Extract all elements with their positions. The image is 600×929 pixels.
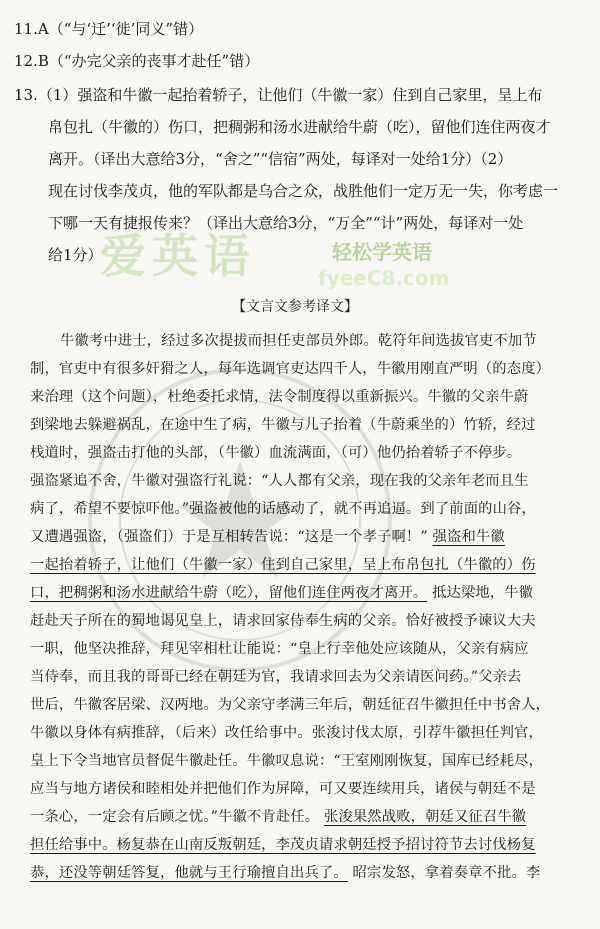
translation-line: 世后，牛徽客居梁、汉两地。为父亲守孝满三年后，朝廷征召牛徽担任中书舍人， — [30, 697, 551, 713]
answer-13-line-5: 下哪一天有捷报传来？（译出大意给3分，“万全”“计”两处，每译对一处 — [48, 214, 524, 232]
translation-line — [30, 523, 505, 551]
translation-line: 一职，他坚决推辞，拜见宰相杜让能说：“皇上行幸他处应该随从，父亲有病应 — [30, 641, 529, 657]
watermark-slogan: 轻松学英语 — [332, 240, 432, 264]
translation-line: 皇上下令当地官员督促牛徽赴任。牛徽叹息说：“王室刚刚恢复，国库已经耗尽， — [30, 753, 544, 769]
underlined-answer-text: 口，把稠粥和汤水进献给牛蔚（吃），留他们连住两夜才离开。 — [30, 585, 428, 601]
translation-text: 昭宗发怒，拿着奏章不批。李 — [352, 865, 541, 881]
underlined-answer-text: 张浚果然战败，朝廷又征召牛徽 — [323, 809, 527, 825]
section-heading: 【文言文参考译文】 — [232, 299, 358, 315]
translation-line: 制，官吏中有很多奸猾之人，每年选调官吏达四千人，牛徽用刚直严明（的态度） — [30, 361, 551, 377]
translation-line — [30, 859, 540, 887]
translation-text: 一条心，一定会有后顾之忧。”牛徽不肯赴任。 — [30, 809, 320, 825]
answer-12: 12.B（“办完父亲的丧事才赴任”错） — [14, 52, 260, 70]
answer-13-line-2: 帛包扎（牛徽的）伤口，把稠粥和汤水进献给牛蔚（吃），留他们连住两夜才 — [48, 118, 551, 136]
underlined-answer-text: 担任给事中。杨复恭在山南反叛朝廷，李茂贞请求朝廷授予招讨符节去讨伐杨复 — [30, 837, 536, 853]
translation-line: 牛徽以身体有病推辞，（后来）改任给事中。张浚讨伐太原，引荐牛徽担任判官， — [30, 725, 543, 741]
translation-line: 牛徽考中进士，经过多次提拔而担任吏部员外郎。乾符年间选拔官吏不加节 — [60, 333, 537, 349]
underlined-answer-text: 一起抬着轿子，让他们（牛徽一家）住到自己家里，呈上布帛包扎（牛徽的）伤 — [30, 557, 536, 573]
underlined-answer-text: 恭，还没等朝廷答复，他就与王行瑜擅自出兵了。 — [30, 865, 348, 881]
translation-line — [30, 579, 533, 607]
translation-line: 应当与地方诸侯和睦相处并把他们作为屏障，可又要连续用兵，诸侯与朝廷不是 — [30, 781, 536, 797]
translation-line — [30, 551, 536, 579]
answer-11: 11.A（“与‘迁’‘徙’同义”错） — [14, 20, 204, 38]
answer-13-line-1: 13.（1）强盗和牛徽一起抬着轿子，让他们（牛徽一家）住到自己家里，呈上布 — [14, 86, 543, 104]
watermark-logo — [100, 220, 480, 300]
translation-line: 来治理（这个问题），杜绝委托求情，法令制度得以重新振兴。牛徽的父亲牛蔚 — [30, 389, 529, 405]
answer-13-line-3: 离开。（译出大意给3分，“舍之”“信宿”两处，每译对一处给1分）（2） — [48, 150, 513, 168]
translation-text: 又遭遇强盗，（强盗们）于是互相转告说：“这是一个孝子啊！” — [30, 529, 428, 545]
translation-line: 到梁地去躲避祸乱，在途中生了病，牛徽与儿子抬着（牛蔚乘坐的）竹轿，经过 — [30, 417, 536, 433]
watermark-logo-text: 爱英语 — [100, 229, 256, 283]
translation-line: 栈道时，强盗击打他的头部，（牛徽）血流满面，（可）他仍抬着轿子不停步。 — [30, 445, 522, 461]
translation-line — [30, 803, 526, 831]
translation-line: 当侍奉，而且我的哥哥已经在朝廷为官，我请求回去为父亲请医问药。”父亲去 — [30, 669, 522, 685]
translation-line: 强盗紧追不舍，牛徽对强盗行礼说：“人人都有父亲，现在我的父亲年老而且生 — [30, 473, 529, 489]
answer-13-line-6: 给1分） — [48, 246, 103, 264]
translation-line — [30, 831, 536, 859]
translation-line: 赶赴天子所在的蜀地谒见皇上，请求回家侍奉生病的父亲。恰好被授予谏议大夫 — [30, 613, 536, 629]
watermark-url: fyeeC8.com — [318, 266, 450, 290]
answer-13-line-4: 现在讨伐李茂贞，他的军队都是乌合之众，战胜他们一定万无一失，你考虑一 — [48, 182, 559, 200]
translation-text: 抵达梁地，牛徽 — [432, 585, 534, 601]
translation-line: 病了，希望不要惊吓他。”强盗被他的话感动了，就不再追逼。到了前面的山谷， — [30, 501, 536, 517]
underlined-answer-text: 强盗和牛徽 — [432, 529, 505, 545]
